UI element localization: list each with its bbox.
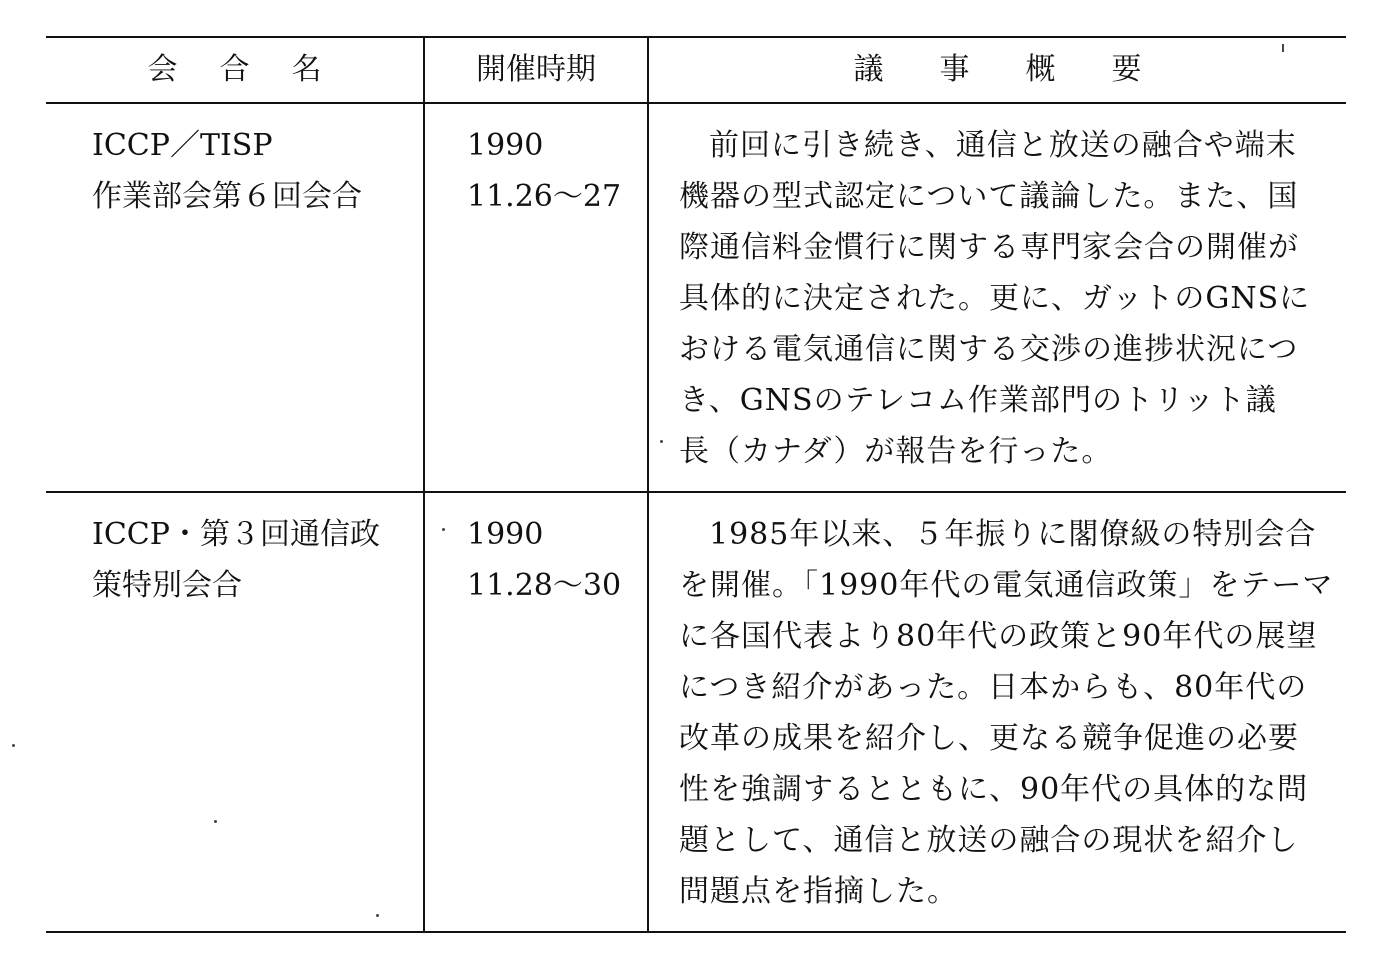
scan-speck: [1282, 44, 1284, 52]
summary-cell: [648, 103, 1346, 492]
summary-line: につき紹介があった。日本からも、80年代の: [679, 670, 1308, 705]
period-dates: 11.28～30: [467, 568, 622, 603]
summary-line: 具体的に決定された。更に、ガットのGNSに: [679, 281, 1311, 316]
summary-line: 改革の成果を紹介し、更なる競争促進の必要: [679, 721, 1299, 756]
table-header: [46, 37, 1346, 103]
table-row: [46, 492, 1346, 932]
summary-line: き、GNSのテレコム作業部門のトリット議: [679, 383, 1277, 418]
period-cell: [424, 492, 648, 932]
summary-line: おける電気通信に関する交渉の進捗状況につ: [679, 332, 1299, 367]
meeting-table: [46, 36, 1346, 933]
summary-line: 1985年以来、５年振りに閣僚級の特別会合: [709, 517, 1317, 552]
summary-line: 際通信料金慣行に関する専門家会合の開催が: [679, 230, 1299, 265]
scan-speck: [376, 914, 379, 917]
table-row: [46, 103, 1346, 492]
summary-line: 問題点を指摘した。: [679, 874, 958, 909]
scan-speck: [214, 820, 217, 823]
meeting-name-cell: [46, 492, 424, 932]
summary-line: 長（カナダ）が報告を行った。: [679, 434, 1113, 469]
scan-speck: [660, 440, 663, 443]
meeting-name-line: 作業部会第６回会合: [92, 179, 362, 214]
meeting-name-line: 策特別会合: [92, 568, 242, 603]
header-meeting-name: 会合名: [147, 52, 364, 87]
meeting-table-container: [46, 36, 1346, 933]
summary-line: 題として、通信と放送の融合の現状を紹介し: [679, 823, 1299, 858]
meeting-name-line: ICCP・第３回通信政: [92, 517, 380, 552]
summary-line: に各国代表より80年代の政策と90年代の展望: [679, 619, 1318, 654]
scan-speck: [442, 528, 445, 531]
table-body: [46, 103, 1346, 932]
summary-line: を開催。「1990年代の電気通信政策」をテーマ: [679, 568, 1334, 603]
scan-speck: [12, 744, 15, 747]
summary-cell: [648, 492, 1346, 932]
period-dates: 11.26～27: [467, 179, 622, 214]
meeting-name-line: ICCP／TISP: [92, 128, 273, 163]
header-summary: 議事概要: [648, 37, 1346, 103]
summary-line: 前回に引き続き、通信と放送の融合や端末: [709, 128, 1297, 163]
period-year: 1990: [467, 128, 544, 163]
header-period: 開催時期: [424, 37, 648, 103]
summary-line: 性を強調するとともに、90年代の具体的な問: [679, 772, 1309, 807]
meeting-name-cell: [46, 103, 424, 492]
period-year: 1990: [467, 517, 544, 552]
header-row: [46, 37, 1346, 103]
period-cell: [424, 103, 648, 492]
summary-line: 機器の型式認定について議論した。また、国: [679, 179, 1299, 214]
